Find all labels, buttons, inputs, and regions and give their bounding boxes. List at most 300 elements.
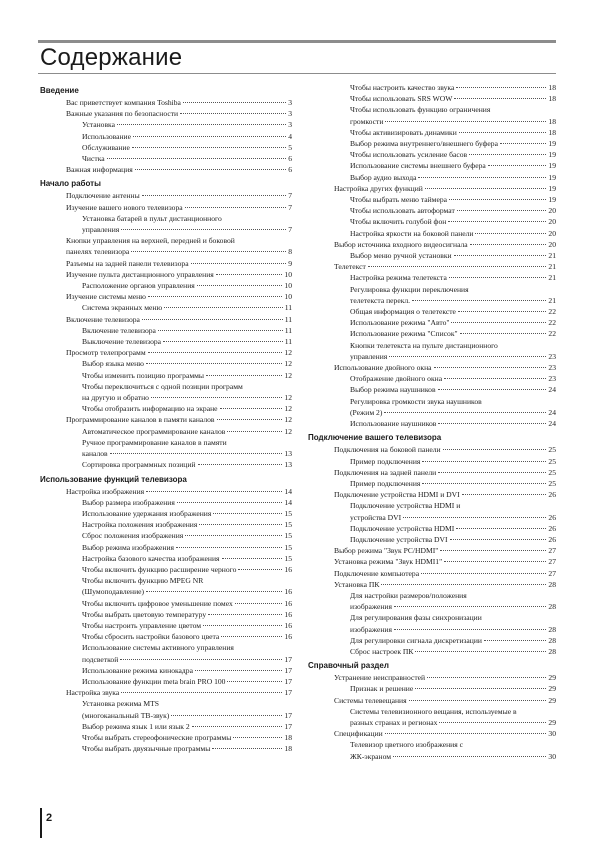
toc-entry-title: Чтобы включить функцию расширение черного bbox=[82, 564, 237, 574]
toc-entry[interactable] bbox=[308, 695, 556, 706]
toc-page-number: 14 bbox=[284, 486, 292, 496]
toc-entry-title-continued: каналов bbox=[82, 449, 108, 459]
toc-entry-title: Использование bbox=[82, 131, 131, 141]
dot-leader bbox=[427, 677, 546, 678]
dot-leader bbox=[394, 606, 546, 607]
toc-page-number: 27 bbox=[548, 568, 556, 578]
toc-entry[interactable] bbox=[40, 153, 292, 164]
toc-entry[interactable] bbox=[308, 500, 556, 522]
toc-page-number: 13 bbox=[284, 449, 292, 459]
toc-page-number: 20 bbox=[548, 206, 556, 216]
dot-leader bbox=[238, 569, 282, 570]
toc-entry-title: Система экранных меню bbox=[82, 303, 163, 313]
toc-entry[interactable] bbox=[40, 598, 292, 609]
toc-entry[interactable] bbox=[40, 542, 292, 553]
toc-entry[interactable] bbox=[40, 631, 292, 642]
toc-entry-title: Для настройки размеров/положения bbox=[350, 590, 467, 600]
toc-entry[interactable] bbox=[40, 508, 292, 519]
dot-leader bbox=[199, 524, 282, 525]
toc-entry[interactable] bbox=[308, 82, 556, 93]
toc-entry[interactable] bbox=[40, 620, 292, 631]
toc-entry[interactable] bbox=[308, 216, 556, 227]
toc-entry[interactable] bbox=[308, 250, 556, 261]
toc-entry[interactable] bbox=[40, 459, 292, 470]
toc-entry-title: Настройка яркости на боковой панели bbox=[350, 228, 474, 238]
toc-entry-title: Использование двойного окна bbox=[334, 363, 432, 373]
dot-leader bbox=[107, 158, 287, 159]
toc-page-number: 20 bbox=[548, 239, 556, 249]
dot-leader bbox=[451, 322, 546, 323]
toc-page-number: 26 bbox=[548, 512, 556, 522]
dot-leader bbox=[142, 319, 283, 320]
toc-page-number: 17 bbox=[284, 654, 292, 664]
toc-entry[interactable] bbox=[40, 437, 292, 459]
dot-leader bbox=[475, 233, 546, 234]
toc-entry[interactable] bbox=[308, 523, 556, 534]
toc-entry[interactable] bbox=[40, 698, 292, 720]
toc-entry-title: Спецификации bbox=[334, 729, 383, 739]
toc-entry[interactable] bbox=[308, 127, 556, 138]
toc-page-number: 19 bbox=[548, 139, 556, 149]
dot-leader bbox=[164, 307, 283, 308]
toc-entry[interactable] bbox=[308, 160, 556, 171]
toc-entry[interactable] bbox=[40, 426, 292, 437]
toc-page-number: 29 bbox=[548, 717, 556, 727]
toc-entry[interactable] bbox=[40, 519, 292, 530]
toc-entry-title: Чтобы включить функцию MPEG NR bbox=[82, 576, 204, 586]
toc-entry-title: Чтобы переключиться с одной позиции программ bbox=[82, 381, 243, 391]
toc-page-number: 11 bbox=[284, 337, 292, 347]
toc-entry[interactable] bbox=[308, 556, 556, 567]
toc-entry-title: Кнопки телетекста на пульте дистанционного bbox=[350, 340, 498, 350]
toc-entry[interactable] bbox=[308, 467, 556, 478]
toc-page-number: 9 bbox=[288, 258, 292, 268]
toc-page-number: 18 bbox=[548, 83, 556, 92]
toc-page-number: 17 bbox=[284, 665, 292, 675]
toc-entry[interactable] bbox=[40, 687, 292, 698]
dot-leader bbox=[462, 494, 547, 495]
toc-entry[interactable] bbox=[40, 269, 292, 280]
dot-leader bbox=[222, 558, 283, 559]
toc-entry-title: Признак и решение bbox=[350, 684, 414, 694]
toc-entry[interactable] bbox=[40, 190, 292, 201]
toc-entry-title: Выбор меню ручной установки bbox=[350, 251, 452, 261]
toc-entry-title-continued: устройства DVI bbox=[350, 512, 402, 522]
toc-entry-title: Чистка bbox=[82, 154, 105, 164]
toc-page-number: 21 bbox=[548, 251, 556, 261]
toc-entry-title: Выбор источника входного видеосигнала bbox=[334, 239, 468, 249]
toc-page-number: 15 bbox=[284, 520, 292, 530]
toc-entry-title: Установка bbox=[82, 120, 116, 130]
toc-page-number: 11 bbox=[284, 325, 292, 335]
dot-leader bbox=[221, 636, 282, 637]
dot-leader bbox=[208, 614, 282, 615]
toc-entry[interactable] bbox=[40, 370, 292, 381]
toc-page-number: 18 bbox=[548, 94, 556, 104]
dot-leader bbox=[394, 629, 546, 630]
dot-leader bbox=[389, 356, 546, 357]
toc-page-number: 18 bbox=[548, 116, 556, 126]
toc-page-number: 16 bbox=[284, 609, 292, 619]
toc-page-number: 6 bbox=[288, 165, 292, 175]
toc-entry-title: Чтобы использовать функцию ограничения bbox=[350, 105, 491, 115]
toc-page-number: 15 bbox=[284, 542, 292, 552]
toc-entry-title: Настройка других функций bbox=[334, 183, 423, 193]
page-title: Содержание bbox=[40, 44, 183, 71]
toc-entry[interactable] bbox=[40, 119, 292, 130]
toc-entry[interactable] bbox=[308, 228, 556, 239]
toc-page-number: 19 bbox=[548, 183, 556, 193]
toc-entry[interactable] bbox=[308, 728, 556, 739]
toc-entry[interactable] bbox=[40, 665, 292, 676]
toc-entry[interactable] bbox=[308, 194, 556, 205]
toc-entry[interactable] bbox=[40, 497, 292, 508]
dot-leader bbox=[176, 547, 282, 548]
toc-page-number: 17 bbox=[284, 676, 292, 686]
toc-page-number: 18 bbox=[548, 127, 556, 137]
toc-entry[interactable] bbox=[308, 149, 556, 160]
toc-entry-title: Подключение устройства HDMI и DVI bbox=[334, 490, 460, 500]
toc-entry[interactable] bbox=[308, 317, 556, 328]
dot-leader bbox=[434, 367, 547, 368]
dot-leader bbox=[148, 352, 283, 353]
dot-leader bbox=[403, 517, 546, 518]
toc-entry-title: Использование системы внешнего буфера bbox=[350, 161, 486, 171]
toc-entry[interactable] bbox=[308, 362, 556, 373]
dot-leader bbox=[146, 363, 283, 364]
toc-column-left bbox=[40, 82, 292, 754]
toc-section-heading: Подключение вашего телевизора bbox=[308, 433, 442, 443]
toc-entry-title: Подключение компьютера bbox=[334, 568, 420, 578]
toc-entry[interactable] bbox=[308, 272, 556, 283]
toc-entry[interactable] bbox=[40, 553, 292, 564]
dot-leader bbox=[216, 274, 283, 275]
toc-page-number: 22 bbox=[548, 329, 556, 339]
toc-entry-title-continued: (Режим 2) bbox=[350, 407, 383, 417]
toc-entry[interactable] bbox=[308, 396, 556, 418]
toc-entry-title: Настройка звука bbox=[66, 688, 120, 698]
dot-leader bbox=[456, 87, 546, 88]
dot-leader bbox=[163, 341, 283, 342]
toc-entry[interactable] bbox=[308, 568, 556, 579]
toc-entry[interactable] bbox=[40, 358, 292, 369]
dot-leader bbox=[158, 330, 283, 331]
toc-page-number: 19 bbox=[548, 161, 556, 171]
dot-leader bbox=[444, 561, 546, 562]
toc-entry[interactable] bbox=[308, 635, 556, 646]
dot-leader bbox=[421, 573, 546, 574]
dot-leader bbox=[393, 756, 546, 757]
toc-entry-title: Использование системы активного управления bbox=[82, 643, 234, 653]
toc-entry-title-continued: телетекста перекл. bbox=[350, 295, 411, 305]
toc-page-number: 25 bbox=[548, 467, 556, 477]
dot-leader bbox=[212, 748, 282, 749]
toc-page-number: 28 bbox=[548, 646, 556, 656]
dot-leader bbox=[192, 726, 283, 727]
toc-entry[interactable] bbox=[308, 93, 556, 104]
toc-entry-title: Использование наушников bbox=[350, 419, 437, 429]
toc-entry-title: Подключение устройства HDMI и bbox=[350, 501, 461, 511]
title-rule bbox=[38, 73, 556, 74]
toc-entry-title: Установка батарей в пульт дистанционного bbox=[82, 213, 222, 223]
toc-entry-title: Чтобы использовать автоформат bbox=[350, 206, 455, 216]
toc-page-number: 12 bbox=[284, 404, 292, 414]
toc-entry[interactable] bbox=[308, 739, 556, 761]
toc-entry-title: Чтобы выбрать меню таймера bbox=[350, 195, 448, 205]
toc-entry[interactable] bbox=[40, 575, 292, 597]
toc-entry[interactable] bbox=[40, 381, 292, 403]
toc-entry[interactable] bbox=[40, 530, 292, 541]
toc-entry-title: Установка режима MTS bbox=[82, 699, 160, 709]
toc-entry[interactable] bbox=[40, 414, 292, 425]
toc-entry-title: Пример подключения bbox=[350, 478, 421, 488]
dot-leader bbox=[449, 199, 546, 200]
dot-leader bbox=[484, 640, 546, 641]
dot-leader bbox=[198, 464, 283, 465]
toc-entry[interactable] bbox=[40, 213, 292, 235]
dot-leader bbox=[438, 423, 546, 424]
toc-page-number: 16 bbox=[284, 620, 292, 630]
toc-entry[interactable] bbox=[40, 258, 292, 269]
toc-page-number: 16 bbox=[284, 564, 292, 574]
toc-entry[interactable] bbox=[40, 97, 292, 108]
dot-leader bbox=[438, 389, 547, 390]
dot-leader bbox=[500, 143, 546, 144]
toc-page-number: 15 bbox=[284, 553, 292, 563]
toc-entry[interactable] bbox=[308, 683, 556, 694]
toc-page-number: 15 bbox=[284, 531, 292, 541]
dot-leader bbox=[458, 311, 546, 312]
toc-entry[interactable] bbox=[40, 325, 292, 336]
toc-entry[interactable] bbox=[40, 108, 292, 119]
toc-entry[interactable] bbox=[40, 202, 292, 213]
toc-entry[interactable] bbox=[40, 564, 292, 575]
toc-entry-title: Чтобы отобразить информацию на экране bbox=[82, 404, 218, 414]
dot-leader bbox=[213, 513, 282, 514]
toc-page-number: 25 bbox=[548, 445, 556, 455]
toc-entry[interactable] bbox=[40, 314, 292, 325]
toc-page-number: 26 bbox=[548, 534, 556, 544]
toc-page-number: 3 bbox=[288, 98, 292, 107]
toc-entry[interactable] bbox=[308, 306, 556, 317]
toc-entry[interactable] bbox=[308, 444, 556, 455]
toc-entry[interactable] bbox=[308, 672, 556, 683]
toc-entry-title: Чтобы включить голубой фон bbox=[350, 217, 447, 227]
toc-page-number: 19 bbox=[548, 172, 556, 182]
dot-leader bbox=[185, 207, 287, 208]
toc-entry-title: Выбор режима наушников bbox=[350, 385, 436, 395]
toc-entry-title: Выбор режима внутреннего/внешнего буфера bbox=[350, 139, 498, 149]
toc-entry[interactable] bbox=[40, 336, 292, 347]
toc-page-number: 25 bbox=[548, 456, 556, 466]
toc-entry-title: Чтобы выбрать стереофонические программы bbox=[82, 732, 232, 742]
toc-page-number: 19 bbox=[548, 150, 556, 160]
toc-entry[interactable] bbox=[40, 732, 292, 743]
toc-entry[interactable] bbox=[308, 239, 556, 250]
toc-page-number: 19 bbox=[548, 195, 556, 205]
toc-page-number: 27 bbox=[548, 557, 556, 567]
toc-entry[interactable] bbox=[308, 579, 556, 590]
toc-page-number: 4 bbox=[288, 131, 292, 141]
toc-entry-title: Настройка базового качества изображения bbox=[82, 553, 220, 563]
toc-page-number: 28 bbox=[548, 635, 556, 645]
toc-section-heading: Начало работы bbox=[40, 179, 101, 189]
toc-entry-title: Использование режима "Список" bbox=[350, 329, 458, 339]
toc-entry-title: Системы телевизионного вещания, используемые в bbox=[350, 706, 517, 716]
toc-page-number: 12 bbox=[284, 415, 292, 425]
toc-entry[interactable] bbox=[40, 291, 292, 302]
toc-page-number: 23 bbox=[548, 374, 556, 384]
toc-entry[interactable] bbox=[308, 706, 556, 728]
toc-entry-title: Чтобы выбрать цветовую температуру bbox=[82, 609, 207, 619]
toc-entry-title: Автоматическое программирование каналов bbox=[82, 426, 226, 436]
toc-entry-title: Чтобы активизировать динамики bbox=[350, 127, 457, 137]
toc-entry-title: Выбор размера изображения bbox=[82, 497, 175, 507]
toc-page-number: 29 bbox=[548, 684, 556, 694]
toc-page-number: 24 bbox=[548, 385, 556, 395]
toc-entry[interactable] bbox=[40, 676, 292, 687]
toc-section-heading: Использование функций телевизора bbox=[40, 474, 187, 484]
dot-leader bbox=[469, 154, 546, 155]
toc-entry[interactable] bbox=[308, 456, 556, 467]
toc-entry[interactable] bbox=[40, 609, 292, 620]
toc-entry-title: Установка ПК bbox=[334, 579, 380, 589]
toc-entry[interactable] bbox=[308, 646, 556, 657]
toc-section-heading: Введение bbox=[40, 86, 79, 95]
toc-page-number: 5 bbox=[288, 142, 292, 152]
toc-page-number: 15 bbox=[284, 508, 292, 518]
dot-leader bbox=[412, 300, 546, 301]
toc-entry[interactable] bbox=[308, 261, 556, 272]
toc-entry-title: Настройка режима телетекста bbox=[350, 273, 447, 283]
toc-entry-title: Изучение вашего нового телевизора bbox=[66, 202, 183, 212]
toc-entry[interactable] bbox=[308, 138, 556, 149]
toc-entry[interactable] bbox=[308, 612, 556, 634]
toc-page-number: 20 bbox=[548, 217, 556, 227]
toc-entry[interactable] bbox=[308, 373, 556, 384]
toc-entry[interactable] bbox=[40, 721, 292, 732]
toc-page-number: 17 bbox=[284, 710, 292, 720]
toc-page-number: 7 bbox=[288, 202, 292, 212]
dot-leader bbox=[409, 700, 547, 701]
dot-leader bbox=[422, 461, 546, 462]
dot-leader bbox=[470, 244, 547, 245]
toc-page-number: 10 bbox=[284, 281, 292, 291]
toc-entry[interactable] bbox=[308, 172, 556, 183]
toc-entry-title-continued: панелях телевизора bbox=[66, 247, 130, 257]
toc-page-number: 16 bbox=[284, 598, 292, 608]
toc-entry[interactable] bbox=[308, 104, 556, 126]
toc-entry-title-continued: ЖК-экраном bbox=[350, 751, 392, 761]
toc-page-number: 6 bbox=[288, 154, 292, 164]
dot-leader bbox=[146, 491, 282, 492]
dot-leader bbox=[233, 737, 282, 738]
dot-leader bbox=[177, 502, 283, 503]
toc-entry-title: Телетекст bbox=[334, 262, 366, 272]
toc-page-number: 3 bbox=[288, 120, 292, 130]
toc-entry-title-continued: управления bbox=[82, 225, 120, 235]
toc-entry[interactable] bbox=[308, 340, 556, 362]
toc-entry[interactable] bbox=[308, 489, 556, 500]
toc-page-number: 8 bbox=[288, 247, 292, 257]
toc-entry-title-continued: управления bbox=[350, 351, 388, 361]
toc-entry[interactable] bbox=[308, 328, 556, 339]
dot-leader bbox=[191, 263, 287, 264]
toc-entry-title-continued: разных странах и регионах bbox=[350, 717, 438, 727]
toc-entry[interactable] bbox=[40, 642, 292, 664]
toc-page-number: 14 bbox=[284, 497, 292, 507]
toc-entry-title: Для регулирования фазы синхронизации bbox=[350, 613, 482, 623]
toc-entry-title-continued: на другую и обратно bbox=[82, 393, 149, 403]
toc-page-number: 7 bbox=[288, 191, 292, 201]
toc-entry-title: Выключение телевизора bbox=[82, 337, 162, 347]
toc-entry[interactable] bbox=[40, 131, 292, 142]
dot-leader bbox=[220, 408, 283, 409]
toc-entry-title: Пример подключения bbox=[350, 456, 421, 466]
toc-entry-title: Выбор языка меню bbox=[82, 359, 144, 369]
toc-entry-title: Использование режима кинокадра bbox=[82, 665, 193, 675]
toc-entry[interactable] bbox=[40, 302, 292, 313]
toc-entry[interactable] bbox=[40, 164, 292, 175]
toc-page-number: 17 bbox=[284, 721, 292, 731]
toc-entry[interactable] bbox=[40, 142, 292, 153]
toc-entry[interactable] bbox=[308, 284, 556, 306]
toc-entry[interactable] bbox=[40, 403, 292, 414]
dot-leader bbox=[456, 528, 546, 529]
toc-entry[interactable] bbox=[308, 183, 556, 194]
toc-entry-title: Сброс настроек ПК bbox=[350, 646, 414, 656]
toc-page-number: 29 bbox=[548, 673, 556, 683]
toc-entry-title-continued: изображения bbox=[350, 624, 392, 634]
toc-entry[interactable] bbox=[40, 280, 292, 291]
toc-page-number: 23 bbox=[548, 351, 556, 361]
page-number: 2 bbox=[46, 812, 53, 824]
toc-page-number: 22 bbox=[548, 318, 556, 328]
toc-entry[interactable] bbox=[308, 534, 556, 545]
dot-leader bbox=[439, 722, 546, 723]
toc-entry-title: Включение телевизора bbox=[66, 314, 140, 324]
toc-entry-title: Чтобы сбросить настройки базового цвета bbox=[82, 632, 220, 642]
dot-leader bbox=[454, 98, 546, 99]
toc-entry[interactable] bbox=[308, 478, 556, 489]
toc-entry[interactable] bbox=[308, 590, 556, 612]
toc-entry-title: Общая информация о телетексте bbox=[350, 307, 456, 317]
toc-page-number: 12 bbox=[284, 359, 292, 369]
toc-entry-title: Сброс положения изображения bbox=[82, 531, 184, 541]
toc-entry-title: Регулировка громкости звука наушников bbox=[350, 396, 482, 406]
toc-entry[interactable] bbox=[40, 235, 292, 257]
dot-leader bbox=[171, 715, 282, 716]
toc-page-number: 30 bbox=[548, 729, 556, 739]
toc-entry[interactable] bbox=[308, 205, 556, 216]
toc-entry-title: Использование функции meta brain PRO 100 bbox=[82, 676, 226, 686]
toc-entry[interactable] bbox=[40, 486, 292, 497]
toc-page-number: 29 bbox=[548, 695, 556, 705]
toc-entry-title: Важная информация bbox=[66, 165, 133, 175]
dot-leader bbox=[148, 296, 282, 297]
toc-entry[interactable] bbox=[308, 418, 556, 429]
dot-leader bbox=[206, 375, 282, 376]
toc-entry[interactable] bbox=[40, 743, 292, 754]
toc-entry-title: Чтобы использовать усиление басов bbox=[350, 150, 468, 160]
toc-entry[interactable] bbox=[308, 384, 556, 395]
dot-leader bbox=[146, 591, 282, 592]
toc-entry-title: Регулировка функции переключения bbox=[350, 284, 469, 294]
dot-leader bbox=[195, 670, 282, 671]
toc-entry[interactable] bbox=[308, 545, 556, 556]
dot-leader bbox=[415, 651, 546, 652]
toc-entry[interactable] bbox=[40, 347, 292, 358]
